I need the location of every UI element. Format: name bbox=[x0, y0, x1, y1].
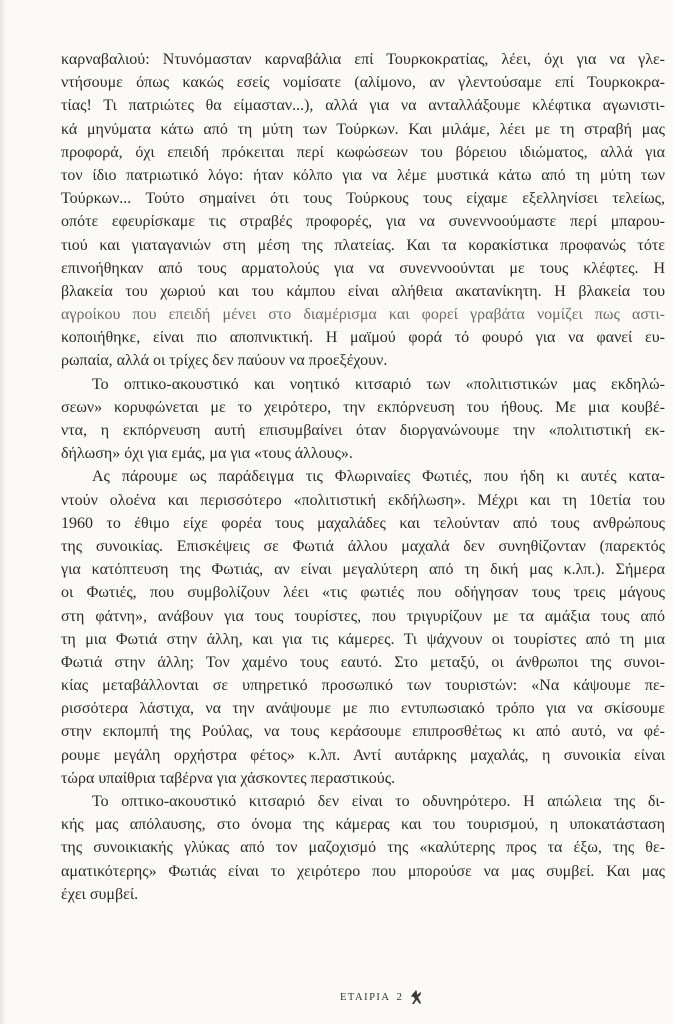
text-line: κά μηνύματα κάτω από τη μύτη των Τούρκων. Και μιλάμε, λέει με τη στραβή μας bbox=[61, 120, 665, 138]
text-line: κής μας απόλαυσης, στο όνομα της κάμερας και του τουρισμού, η υποκατάσταση bbox=[61, 816, 665, 834]
text-line: της συνοικίας. Επισκέψεις σε Φωτιά άλλου μαχαλά δεν συνηθίζονταν (παρεκτός bbox=[61, 537, 665, 555]
text-line: στη φάτνη», ανάβουν για τους τουρίστες, που τριγυρίζουν με τα αμάξια τους από bbox=[61, 607, 665, 625]
text-line: της συνοικιακής γλύκας από τον μαζοχισμό της «καλύτερης προς τα έξω, της θε- bbox=[61, 839, 665, 857]
text-line: ντα, η εκπόρνευση αυτή επισυμβαίνει όταν διοργανώνουμε την «πολιτιστική εκ- bbox=[61, 422, 665, 439]
page-number: 2 bbox=[396, 991, 402, 1003]
text-line: οπότε εφευρίσκαμε τις στραβές προφορές, για να συνεννοούμαστε περί μπαρου- bbox=[61, 213, 665, 231]
text-line: επινοήθηκαν από τους αρματολούς για να συνεννοούνται με τους κλέφτες. Η bbox=[61, 259, 665, 277]
text-line: ντήσουμε όπως κακώς εσείς νομίσατε (αλίμονο, αν γλεντούσαμε επί Τουρκοκρα- bbox=[61, 74, 665, 92]
text-line: για κατόπτευση της Φωτιάς, αν είναι μεγαλύτερη από τη δική μας κ.λπ.). Σήμερα bbox=[61, 561, 665, 579]
text-line: αγροίκου που επειδή μένει στο διαμέρισμα και φορεί γραβάτα νομίζει πως αστι- bbox=[61, 306, 665, 324]
text-line: τη μια Φωτιά στην άλλη, και για τις κάμερες. Τι ψάχνουν οι τουρίστες από τη μια bbox=[61, 630, 665, 648]
text-line: στην εκπομπή της Ρούλας, να τους κεράσουμε επιπροσθέτως κι από αυτό, να φέ- bbox=[61, 723, 665, 741]
text-line: Το οπτικο-ακουστικό κιτσαριό δεν είναι το οδυνηρότερο. Η απώλεια της δι- bbox=[92, 793, 665, 810]
text-line: οι Φωτιές, που συμβολίζουν λέει «τις φωτιές που οδήγησαν τους τρεις μάγους bbox=[61, 584, 665, 602]
text-line: Τούρκων... Τούτο σημαίνει ότι τους Τούρκους τους είχαμε εξελληνίσει τελείως, bbox=[61, 190, 665, 208]
text-line: 1960 το έθιμο είχε φορέα τους μαχαλάδες και τελούνταν από τους ανθρώπους bbox=[61, 514, 665, 532]
text-line: Το οπτικο-ακουστικό και νοητικό κιτσαριό των «πολιτιστικών μας εκδηλώ- bbox=[92, 375, 665, 393]
scan-edge bbox=[0, 0, 6, 1024]
text-line: προφορά, όχι επειδή πρόκειται περί κωφώσεων του βόρειου ιδιώματος, αλλά για bbox=[61, 143, 665, 161]
text-line: κίας μεταβάλλονται σε υπηρετικό προσωπικό των τουριστών: «Να κάψουμε πε- bbox=[61, 677, 665, 695]
text-line: σεων» κορυφώνεται με το χειρότερο, την εκπόρνευση του ήθους. Με μια κουβέ- bbox=[61, 398, 665, 416]
text-line: αματικότερης» Φωτιάς είναι το χειρότερο που μπορούσε να μας συμβεί. Και μας bbox=[61, 862, 665, 880]
text-line: τώρα υπαίθρια ταβέρνα για χάσκοντες περαστικούς. bbox=[61, 769, 396, 787]
text-line: τίας! Τι πατριώτες θα είμασταν...), αλλά για να ανταλλάξουμε κλέφτικα αγωνιστι- bbox=[61, 97, 665, 115]
page-footer bbox=[340, 988, 424, 1006]
text-line: ρωπαία, αλλά οι τρίχες δεν παύουν να προεξέχουν. bbox=[61, 352, 388, 370]
text-line: Φωτιά στην άλλη; Τον χαμένο τους εαυτό. Στο μεταξύ, οι άνθρωποι της συνοι- bbox=[61, 653, 665, 671]
footer-label: ΕΤΑΙΡΙΑ bbox=[340, 991, 391, 1003]
text-line: τον ίδιο πατριωτικό λόγο: ήταν κόλπο για να λέμε μυστικά κάτω από τη μύτη των bbox=[61, 166, 665, 184]
text-line: καρναβαλιού: Ντυνόμασταν καρναβάλια επί Τουρκοκρατίας, λέει, όχι για να γλε- bbox=[61, 51, 665, 68]
text-line: έχει συμβεί. bbox=[61, 885, 139, 903]
text-line: ρισσότερα λάστιχα, να την ανάψουμε με πιο εντυπωσιακό τρόπο για να σκίσουμε bbox=[61, 700, 665, 718]
page-body bbox=[61, 48, 665, 906]
text-line: κοποιήθηκε, είναι πιο αποπνικτική. Η μαϊμού φορά τό φουρό για να φανεί ευ- bbox=[61, 329, 665, 347]
text-line: Ας πάρουμε ως παράδειγμα τις Φλωριναίες Φωτιές, που ήδη κι αυτές κατα- bbox=[92, 468, 665, 486]
text-line: ντούν ολοένα και περισσότερο «πολιτιστική εκδήλωση». Μέχρι και τη 10ετία του bbox=[61, 491, 665, 509]
ornament-icon bbox=[408, 988, 424, 1006]
text-line: τιού και γιαταγανιών στη μέση της πλατείας. Και τα κορακίστικα προφανώς τότε bbox=[61, 236, 665, 254]
text-line: ρουμε μεγάλη ορχήστρα φέτος» κ.λπ. Αντί αυτάρκης μαχαλάς, η συνοικία είναι bbox=[61, 746, 665, 764]
text-line: δήλωση» όχι για εμάς, μα για «τους άλλους». bbox=[61, 445, 353, 463]
text-line: βλακεία του χωριού και του κάμπου είναι αλήθεια ακατανίκητη. Η βλακεία του bbox=[61, 282, 665, 300]
